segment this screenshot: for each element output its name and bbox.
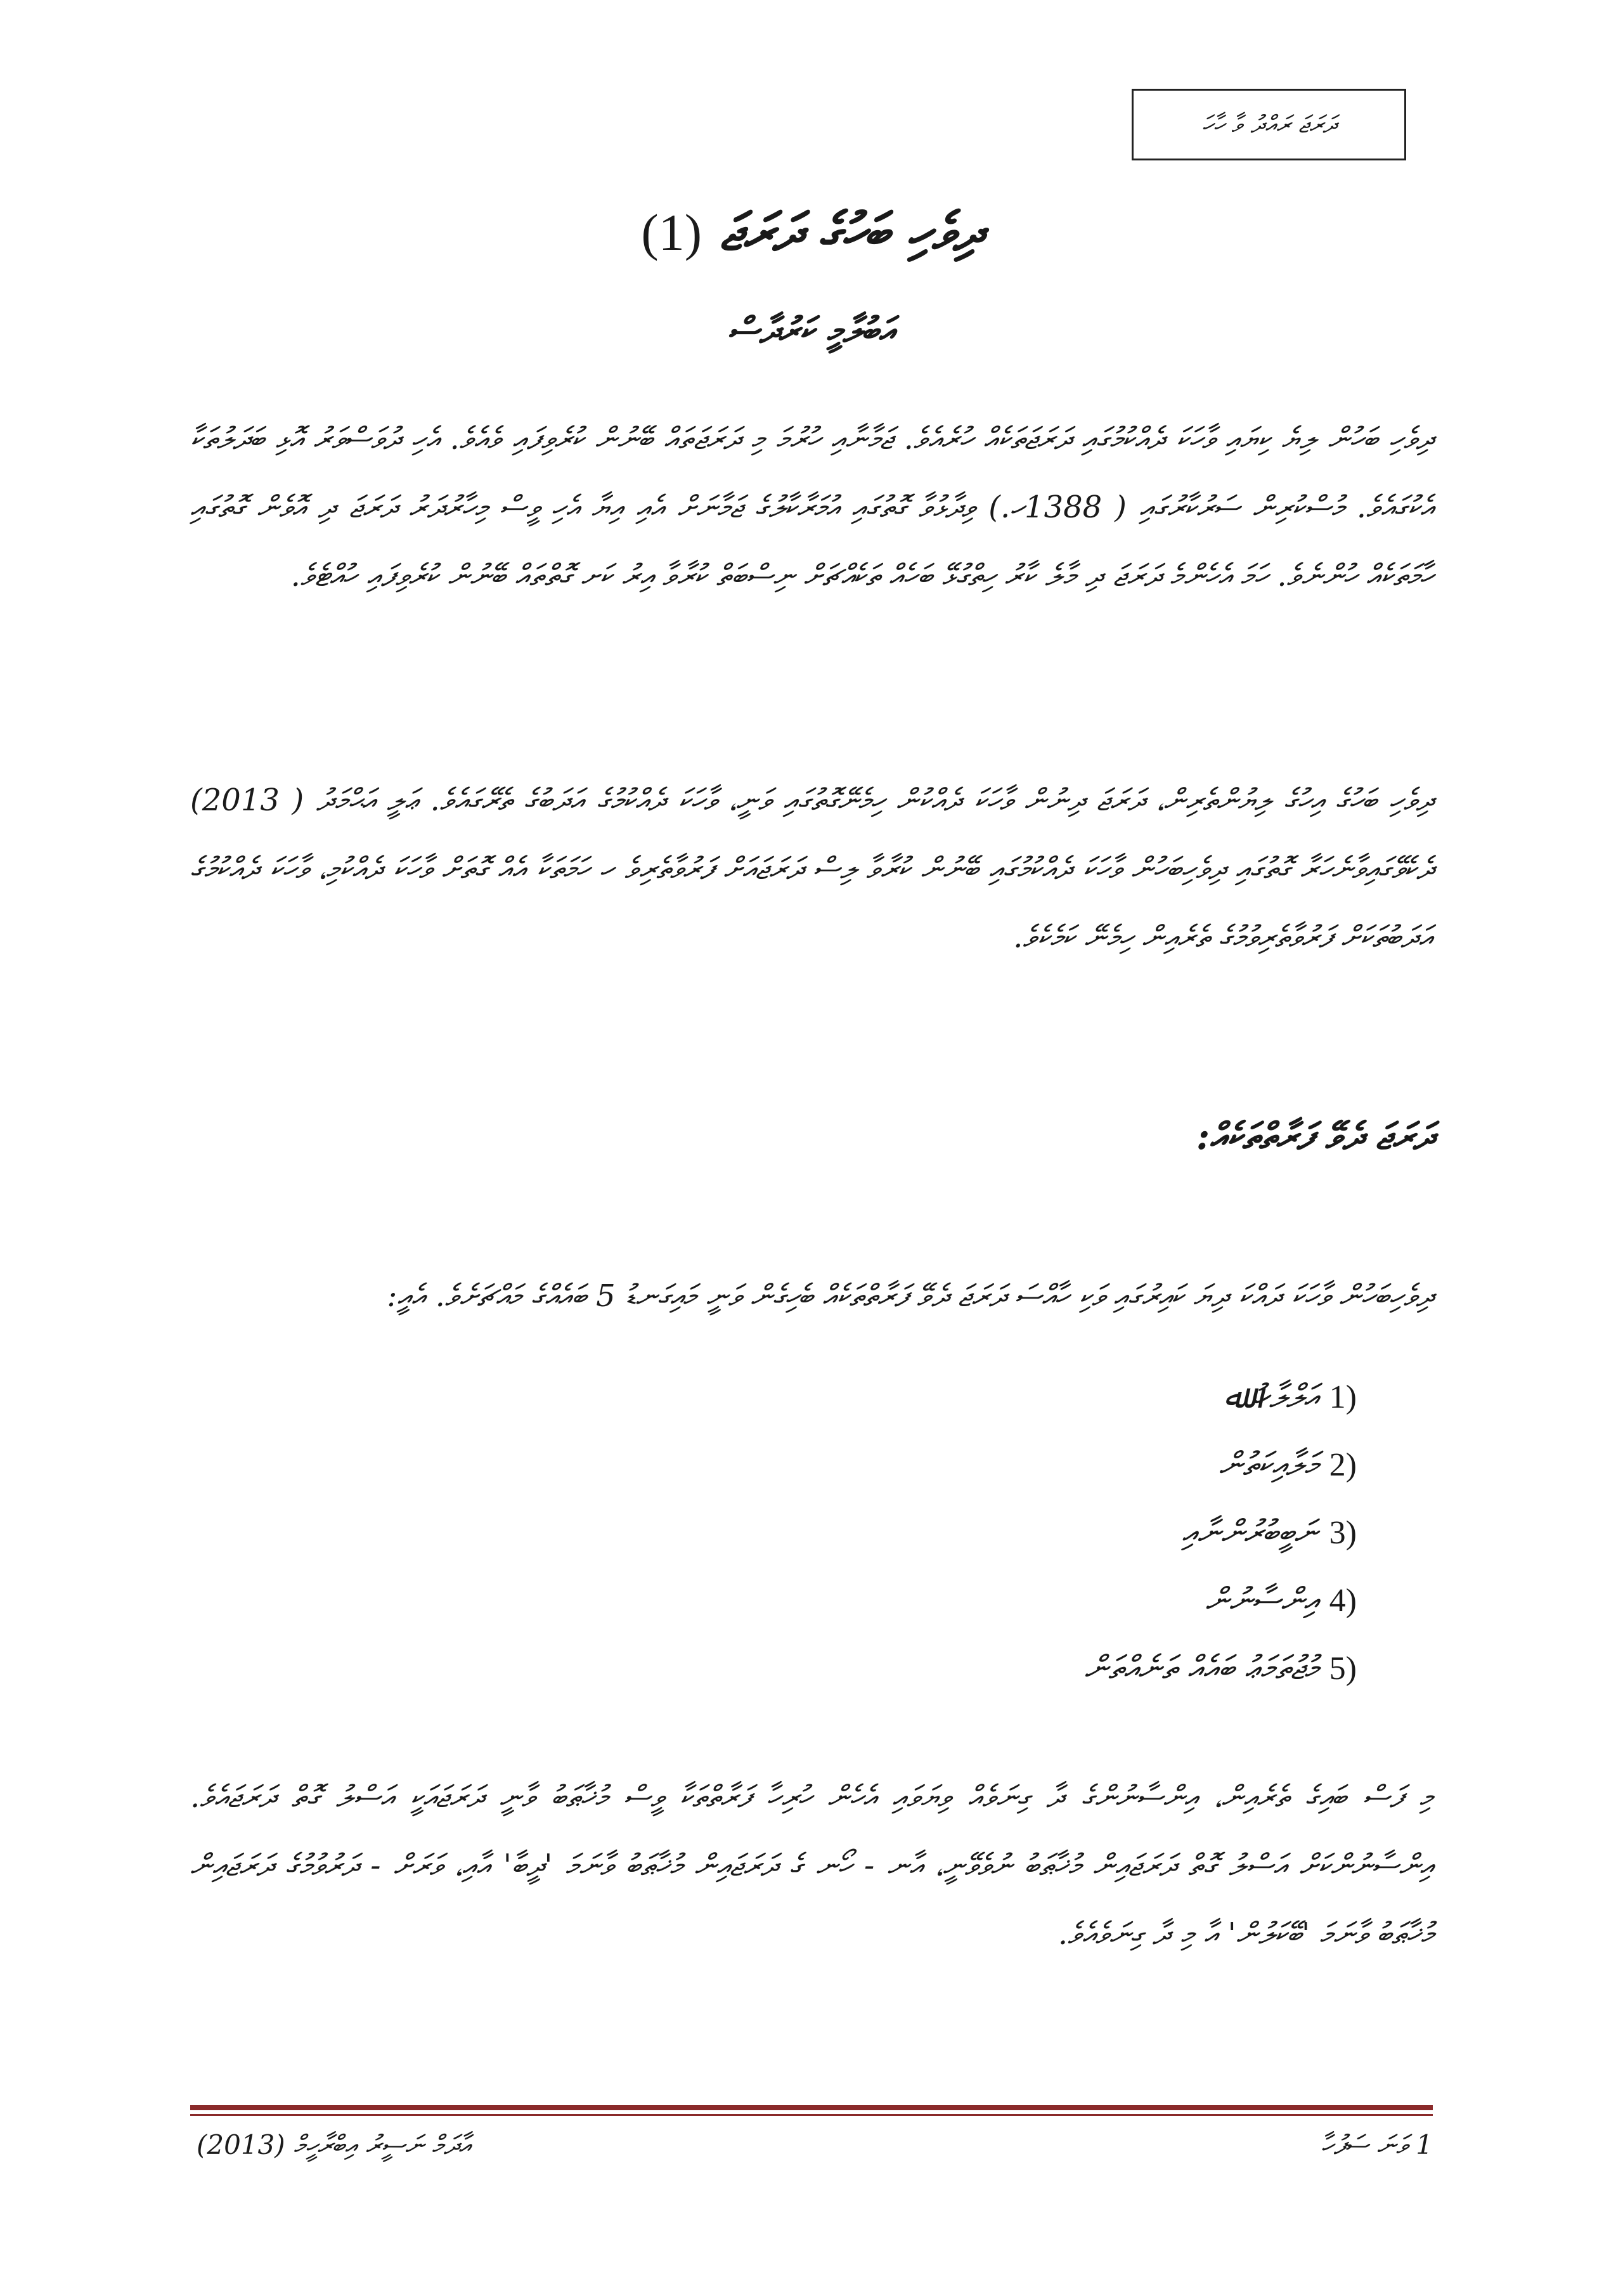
list-item-number: 4)	[1329, 1583, 1357, 1619]
list-item-number: 2)	[1329, 1447, 1357, 1483]
top-label-box	[1132, 89, 1406, 160]
paragraph-intro: ދިވެހި ބަހުން ލިޔެ ކިޔައި ވާހަކަ ދެއްކުމުގައި ދަރަޖަތަކެއް ހުރެއެވެ. ޖަމާނާއި ހުރުމަ މި ދަރަޖަތައް ބޭނުން ކުރެވިފައި ވެއެވެ. އެހި ދުވަސްވަރު އޮޅި ބަދަލުތަކާ އެކުގައެވެ. މުސްކުރިން ސަރުކާރުގައި ( 1388ހ.) ވިދާޅުވާ ގޮތުގައި އުމަރާކާލުގެ ޖަމާނަށް އެއި އިޔާ އެހި ވީސް މިހާރުދަރު ދަރަޖަ ދި އޮވެން ގޮތުގައި ހާމަތަކެއް ހުންނެވެ. ހަމަ އެހެންމެ ދަރަޖަ ދި މާލެ ކާރު ހިތްގުޅޭ ބަހެއް ތަކެއްޗަށް ނިސްބަތް ކުރާވާ އިރު ކަށ ގޮތްތައް ބޭނުން ކުރެވިފައި ހުއްޓެވެ.	[190, 421, 1433, 593]
title-text: ދިވެހި ބަހުގެ ދަރަޖަ	[720, 202, 982, 263]
title-number: (1)	[641, 204, 702, 261]
paragraph-closing: މި ފަސް ބައިގެ ތެރެއިން، އިންސާނުންގެ ދާ ގިނަވެއް ވިޔަވައި އެހެން ހުރިހާ ފަރާތްތަކާ ވީސް މުޚާޠަބު ވާނީ ދަރަޖައަކީ އަސްލު ގޮތް ދަރަޖައެވެ. އިންސާނުންކަށް އަސްލު ގޮތް ދަރަޖައިން މުޚާޠަބު ނުވެވޭނީ، އާނ - ހޯނ ގެ ދަރަޖައިން މުޚާޠަބު ވާނަމަ 'ދީބާ' އާއި، ވަރަށް - ދަރުވުމުގެ ދަރަޖައިން މުޚާޠަބު ވާނަމަ 'ބޭކަލުން' އާ މި ދާ ގިނަވެއެވެ.	[190, 1779, 1433, 1952]
footer-page-number: 1 ވަނަ ސަފުހާ	[1321, 2129, 1433, 2160]
list-item-text: އިންސާނުން	[1205, 1581, 1318, 1619]
list-item-number: 3)	[1329, 1515, 1357, 1551]
list-item-number: 1)	[1329, 1379, 1357, 1415]
list-item-text: އަލްލާހު ﷲ	[1224, 1378, 1318, 1416]
top-label-text: ދަރަޖަ ރައްދު ވާ ހާހަ	[1202, 110, 1336, 138]
section-heading: ދަރަޖަ ދެވޭ ފަރާތްތަކެއް:	[1196, 1115, 1433, 1158]
page-subtitle: އަބުލާމީ ކަރުދާސް	[728, 309, 895, 351]
list-item	[951, 1635, 1357, 1703]
list-item	[951, 1431, 1357, 1499]
list-item-number: 5)	[1329, 1651, 1357, 1687]
list-item	[951, 1363, 1357, 1431]
list-item-text: މުޖުތަމަޢު ބައެއް ތަނެއްތަން	[1084, 1649, 1318, 1687]
paragraph-etiquette: ދިވެހި ބަހުގެ އިހުގެ ލިޔުންތެރިން، ދަރަޖަ ދިނުން ވާހަކަ ދެއްކުން ހިމެނޭގޮތުގައި ވަނީ، ވާހަކަ ދެއްކުމުގެ އަދަބުގެ ތެރޭގައެވެ. ޢަލީ އަޙްމަދު ( 2013) ދެކެވޭގައިވާނެހަރާ ގޮތުގައި ދިވެހިބަހުން ވާހަކަ ދެއްކުމުގައި ބޭނުން ކުރާވާ ލިސް ދަރަޖައަށް ފަރުވާތެރިވެ ހ ހަމަތަކާ އެއް ގޮތަށް ވާހަކަ ދެއްކުމި، ވާހަކަ ދެއްކުމުގެ އަދަބުތަކަށް ފަރުވާތެރިވުމުގެ ތެރެއިން ހިމެނޭ ކަމެކެވެ.	[190, 782, 1433, 955]
footer-divider-thin	[190, 2114, 1433, 2116]
list-item-text: ނަބީބުރުންނާއި	[1182, 1514, 1318, 1552]
paragraph-categories-intro: ދިވެހިބަހުން ވާހަކަ ދައްކަ ދިޔަ ކައިރުގައި ވަކި ހާއްސަ ދަރަޖަ ދެވޭ ފަރާތްތަކެއް ބެހިގެން ވަނީ މައިގަނޑު 5 ބައެއްގެ މައްޗަށެވެ. އެއީ:	[387, 1278, 1433, 1314]
list-item	[951, 1499, 1357, 1567]
list-item	[951, 1567, 1357, 1635]
categories-list	[951, 1363, 1357, 1703]
page-title	[0, 202, 1623, 263]
footer-divider	[190, 2105, 1433, 2110]
list-item-text: މަލާއިކަތުން	[1219, 1446, 1318, 1484]
footer-author: އާދަމް ނަސީރު އިބްރާހީމް (2013)	[197, 2129, 471, 2160]
